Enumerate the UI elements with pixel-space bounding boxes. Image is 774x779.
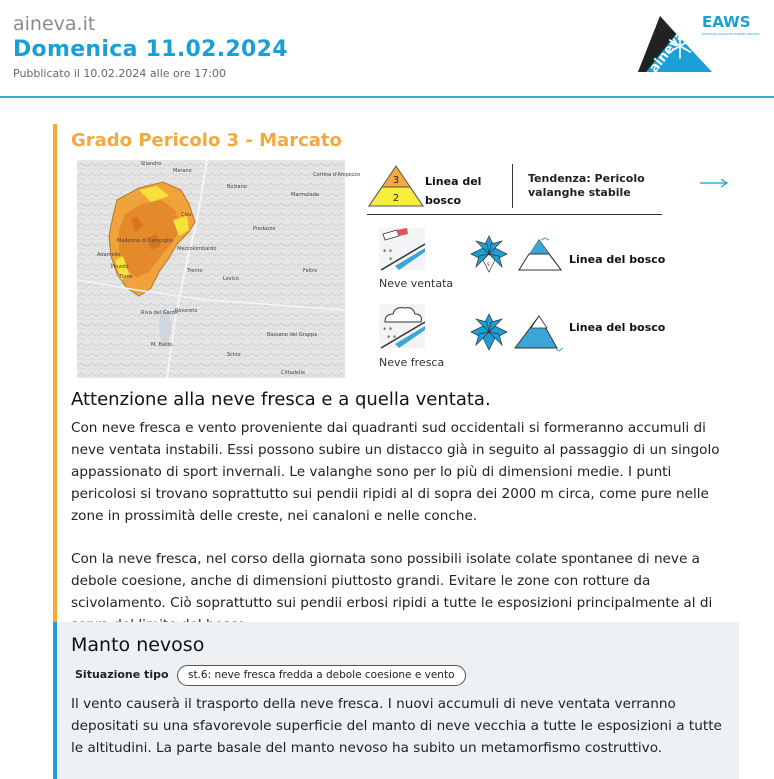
svg-text:Cortina d'Ampezzo: Cortina d'Ampezzo bbox=[313, 172, 361, 178]
aspect-rose-icon bbox=[469, 312, 509, 352]
svg-text:S: S bbox=[487, 263, 490, 268]
svg-text:* *: * * bbox=[383, 248, 393, 256]
svg-text:Trento: Trento bbox=[187, 268, 203, 274]
svg-text:* *: * * bbox=[383, 326, 393, 334]
svg-text:Pinzolo: Pinzolo bbox=[111, 264, 129, 270]
tendency-arrow-icon bbox=[699, 177, 729, 189]
danger-level-icon bbox=[367, 164, 425, 208]
elevation-label: Linea del bosco bbox=[425, 175, 482, 207]
svg-text:Mezzolombardo: Mezzolombardo bbox=[177, 246, 217, 252]
svg-text:Riva del Garda: Riva del Garda bbox=[141, 310, 178, 316]
problem-elevation-wind: Linea del bosco bbox=[569, 253, 666, 266]
danger-map[interactable] bbox=[77, 160, 361, 378]
divider bbox=[512, 164, 513, 208]
svg-text:Predazzo: Predazzo bbox=[253, 226, 276, 232]
aspect-rose-icon bbox=[469, 234, 509, 274]
site-name[interactable]: aineva.it bbox=[13, 13, 96, 35]
svg-text:Feltre: Feltre bbox=[303, 268, 318, 274]
danger-paragraph-2: Con la neve fresca, nel corso della giornata sono possibili isolate colate spontanee di neve a debole coesione, anche di dimensioni piuttosto grandi. Evitare le zone con rotture da scivolamento. Ciò soprattutto sui pendii erbosi ripidi a tutte le esposizioni principalmente al di bbox=[71, 551, 713, 611]
problem-label-wind: Neve ventata bbox=[379, 277, 454, 290]
svg-text:Cittadella: Cittadella bbox=[281, 370, 305, 376]
svg-text:* *: * * bbox=[387, 334, 397, 342]
svg-text:Rovereto: Rovereto bbox=[175, 308, 198, 314]
svg-text:Bassano del Grappa: Bassano del Grappa bbox=[267, 332, 318, 338]
svg-text:Bolzano: Bolzano bbox=[227, 184, 247, 190]
problem-elevation-new-snow: Linea del bosco bbox=[569, 321, 666, 334]
danger-section bbox=[53, 124, 739, 624]
separator-line bbox=[367, 214, 662, 215]
svg-text:Silandro: Silandro bbox=[141, 161, 162, 167]
svg-text:Marmolada: Marmolada bbox=[291, 192, 319, 198]
tendency: Tendenza: Pericolo valanghe stabile bbox=[528, 172, 645, 199]
svg-text:Tione: Tione bbox=[119, 274, 133, 280]
svg-text:EUROPEAN AVALANCHE WARNING SER: EUROPEAN AVALANCHE WARNING SERVICES bbox=[702, 33, 760, 36]
svg-text:aineva: aineva bbox=[646, 28, 689, 76]
svg-text:Adamello: Adamello bbox=[97, 252, 121, 258]
new-snow-icon bbox=[377, 302, 427, 350]
situation-label: Situazione tipo bbox=[75, 668, 169, 681]
bulletin-date: Domenica 11.02.2024 bbox=[13, 37, 288, 62]
svg-text:Levico: Levico bbox=[223, 276, 239, 282]
danger-level-title: Grado Pericolo 3 - Marcato bbox=[71, 130, 342, 151]
svg-text:EAWS: EAWS bbox=[702, 13, 751, 31]
svg-text:3: 3 bbox=[392, 175, 400, 186]
elevation-above-icon bbox=[517, 234, 563, 272]
map-graphic bbox=[77, 160, 361, 378]
svg-text:Merano: Merano bbox=[173, 168, 192, 174]
problem-label-new-snow: Neve fresca bbox=[379, 356, 445, 369]
svg-text:M. Baldo: M. Baldo bbox=[151, 342, 173, 348]
svg-text:2: 2 bbox=[392, 193, 400, 204]
eaws-logo[interactable] bbox=[700, 12, 764, 38]
svg-text:*: * bbox=[389, 256, 393, 264]
elevation-below-icon bbox=[513, 312, 559, 352]
wind-slab-icon bbox=[377, 226, 427, 272]
svg-text:Madonna di Campiglio: Madonna di Campiglio bbox=[117, 238, 173, 244]
page-header bbox=[0, 0, 774, 98]
snowpack-text: Il vento causerà il trasporto della neve fresca. I nuovi accumuli di neve ventata verranno depositati su una sfavorevole superficie del manto di neve vecchia a tutte le esposizioni a tutte le altitudini. La parte basale del manto nevoso ha subito un metamorfismo costruttivo. bbox=[71, 696, 722, 756]
headline: Attenzione alla neve fresca e a quella ventata. bbox=[71, 389, 491, 410]
snowpack-section bbox=[53, 622, 739, 779]
svg-text:Schio: Schio bbox=[227, 352, 241, 358]
snowpack-title: Manto nevoso bbox=[71, 634, 205, 656]
svg-text:Cles: Cles bbox=[181, 212, 192, 218]
published-info: Pubblicato il 10.02.2024 alle ore 17:00 bbox=[13, 67, 226, 80]
situation-badge[interactable]: st.6: neve fresca fredda a debole coesione e vento bbox=[177, 665, 466, 686]
danger-paragraph-1: Con neve fresca e vento proveniente dai quadranti sud occidentali si formeranno accumuli di neve ventata instabili. Essi possono subire un distacco già in seguito al passaggio di un singolo appassionato di sport invernali. Le valanghe sono per lo più di dimensioni medie. I punti pericolosi si trovano soprattutto sui pendii ripidi al di sopra dei 2000 m circa, come pure nelle zone in prossimità delle creste, nei canaloni e nelle conche. bbox=[71, 420, 720, 524]
